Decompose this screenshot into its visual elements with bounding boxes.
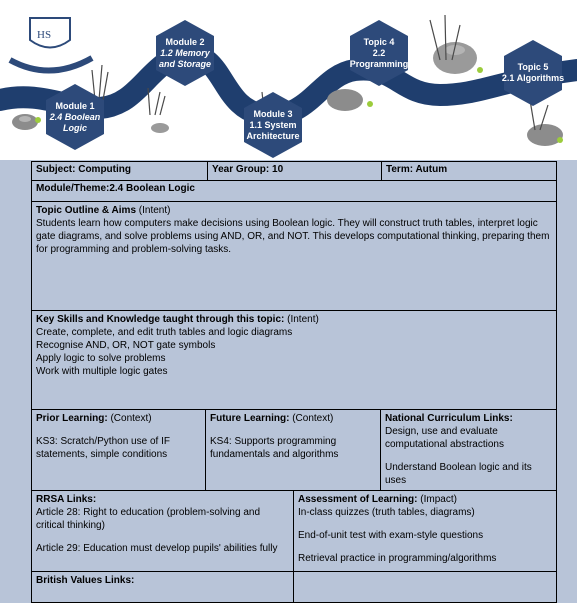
school-logo xyxy=(10,18,92,71)
rrsa-heading: RRSA Links: xyxy=(36,494,97,505)
topic-5-title: Topic 5 xyxy=(517,62,549,72)
prior-heading: Prior Learning: xyxy=(36,413,108,424)
british-values-empty-cell xyxy=(294,572,556,602)
nc-text-1: Design, use and evaluate computational abstractions xyxy=(385,426,504,450)
future-text: KS4: Supports programming fundamentals and algorithms xyxy=(210,436,339,460)
skills-tag: (Intent) xyxy=(284,314,319,325)
topic-banner xyxy=(0,0,577,160)
prior-text: KS3: Scratch/Python use of IF statements, simple conditions xyxy=(36,436,170,460)
rrsa-text-2: Article 29: Education must develop pupils' abilities fully xyxy=(36,543,278,554)
module-2-hex[interactable] xyxy=(152,20,218,86)
module-1-line1: 2.4 Boolean xyxy=(49,111,101,122)
header-row xyxy=(32,162,556,181)
module-1-hex[interactable] xyxy=(42,84,108,150)
module-1-line2: Logic xyxy=(62,122,87,133)
future-heading: Future Learning: xyxy=(210,413,290,424)
module-3-line1: 1.1 System xyxy=(249,119,297,130)
module-1-title: Module 1 xyxy=(55,100,95,111)
skills-row xyxy=(32,311,556,410)
topic-4-line2: Programming xyxy=(349,58,409,69)
module-theme-cell: Module/Theme:2.4 Boolean Logic xyxy=(36,183,195,194)
skill-item: Create, complete, and edit truth tables and logic diagrams xyxy=(36,327,293,338)
prior-tag: (Context) xyxy=(107,413,152,424)
topic-4-hex[interactable] xyxy=(346,20,412,86)
future-learning-cell xyxy=(206,410,381,490)
assess-item: End-of-unit test with exam-style questions xyxy=(298,530,484,541)
british-heading: British Values Links: xyxy=(36,575,135,586)
module-2-line1: 1.2 Memory xyxy=(160,47,210,58)
rrsa-assessment-row xyxy=(32,491,556,572)
british-values-row xyxy=(32,572,556,602)
outline-cell xyxy=(32,202,556,310)
assess-item: Retrieval practice in programming/algorithms xyxy=(298,553,497,564)
topic-4-line1: 2.2 xyxy=(372,47,386,58)
subject-cell: Subject: Computing xyxy=(32,162,208,180)
curriculum-table xyxy=(31,161,557,603)
assessment-cell xyxy=(294,491,556,571)
year-group-cell: Year Group: 10 xyxy=(208,162,382,180)
topic-5-hex[interactable] xyxy=(500,40,566,106)
module-row xyxy=(32,181,556,202)
svg-text:HS: HS xyxy=(37,29,52,41)
rrsa-text-1: Article 28: Right to education (problem-solving and critical thinking) xyxy=(36,507,261,531)
prior-learning-cell xyxy=(32,410,206,490)
nc-text-2: Understand Boolean logic and its uses xyxy=(385,462,532,486)
module-3-line2: Architecture xyxy=(246,130,300,141)
term-cell: Term: Autum xyxy=(386,164,448,175)
outline-tag: (Intent) xyxy=(136,205,171,216)
skill-item: Apply logic to solve problems xyxy=(36,353,166,364)
topic-4-title: Topic 4 xyxy=(363,36,395,47)
outline-text: Students learn how computers make decisions using Boolean logic. They will construct truth tables, interpret logic gate diagrams, and solve problems using AND, OR, and NOT. This develops computational thinking, preparing them for programming and problem-solving tasks. xyxy=(36,218,550,255)
module-2-line2: and Storage xyxy=(158,58,211,69)
assess-item: In-class quizzes (truth tables, diagrams) xyxy=(298,507,475,518)
learning-row xyxy=(32,410,556,491)
module-3-hex[interactable] xyxy=(240,92,306,158)
skill-item: Work with multiple logic gates xyxy=(36,366,168,377)
skills-heading: Key Skills and Knowledge taught through this topic: xyxy=(36,314,285,325)
skill-item: Recognise AND, OR, NOT gate symbols xyxy=(36,340,216,351)
topic-5-line1: 2.1 Algorithms xyxy=(501,73,565,83)
module-3-title: Module 3 xyxy=(253,108,293,119)
module-2-title: Module 2 xyxy=(165,36,205,47)
future-tag: (Context) xyxy=(289,413,334,424)
national-curriculum-cell xyxy=(381,410,556,490)
outline-row xyxy=(32,202,556,311)
skills-cell xyxy=(32,311,556,409)
rrsa-cell xyxy=(32,491,294,571)
outline-heading: Topic Outline & Aims xyxy=(36,205,137,216)
assess-tag: (Impact) xyxy=(417,494,457,505)
british-values-cell xyxy=(32,572,294,602)
nc-heading: National Curriculum Links: xyxy=(385,413,513,424)
assess-heading: Assessment of Learning: xyxy=(298,494,418,505)
